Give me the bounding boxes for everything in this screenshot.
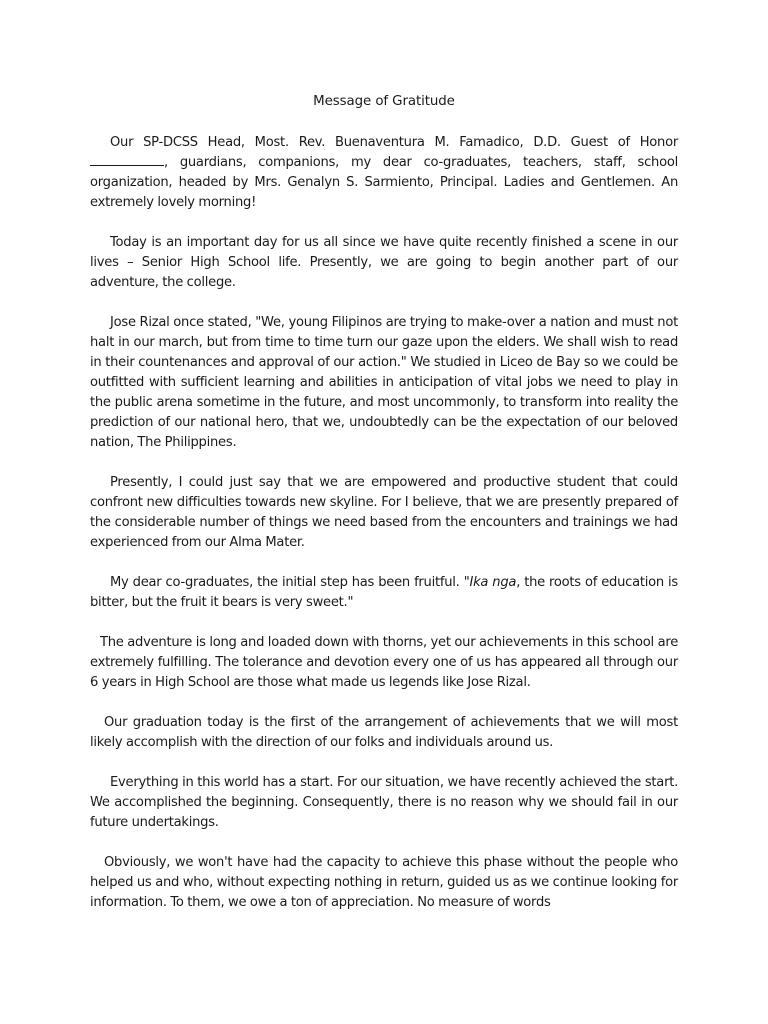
document-body <box>90 133 678 933</box>
document-title: Message of Gratitude <box>313 94 455 109</box>
paragraph-greeting <box>90 133 678 213</box>
greeting-text-start: Our SP-DCSS Head, Most. Rev. Buenaventura M. Famadico, D.D. Guest of Honor <box>110 135 678 150</box>
paragraph-graduation: Our graduation today is the first of the arrangement of achievements that we will most likely accomplish with the direction of our folks and individuals around us. <box>90 715 678 750</box>
paragraph-everything-start: Everything in this world has a start. For our situation, we have recently achieved the start. We accomplished the beginning. Consequently, there is no reason why we should fail in our future undertakings. <box>90 775 678 830</box>
ika-nga-italic: Ika nga <box>469 575 517 590</box>
initial-step-text-start: My dear co-graduates, the initial step has been fruitful. " <box>110 575 470 590</box>
paragraph-jose-rizal: Jose Rizal once stated, "We, young Filipinos are trying to make-over a nation and must not halt in our march, but from time to time turn our gaze upon the elders. We shall wish to read in their countenances and approval of our action." We studied in Liceo de Bay so we could be outfitted with sufficient learning and abilities in anticipation of vital jobs we need to play in the public arena sometime in the future, and most uncommonly, to transform into reality the prediction of our national hero, that we, undoubtedly can be the expectation of our beloved nation, The Philippines. <box>90 315 678 450</box>
guest-name-blank <box>90 153 164 166</box>
paragraph-adventure: The adventure is long and loaded down with thorns, yet our achievements in this school are extremely fulfilling. The tolerance and devotion every one of us has appeared all through our 6 years in High School are those what made us legends like Jose Rizal. <box>90 635 678 690</box>
paragraph-important-day: Today is an important day for us all since we have quite recently finished a scene in our lives – Senior High School life. Presently, we are going to begin another part of our adventure, the college. <box>90 235 678 290</box>
paragraph-initial-step <box>90 573 678 613</box>
greeting-text-end: , guardians, companions, my dear co-graduates, teachers, staff, school organization, headed by Mrs. Genalyn S. Sarmiento, Principal. Ladies and Gentlemen. An extremely lovely morning! <box>90 155 678 210</box>
initial-step-text-end: , the roots of education is bitter, but the fruit it bears is very sweet." <box>90 575 678 610</box>
paragraph-obviously: Obviously, we won't have had the capacity to achieve this phase without the people who helped us and who, without expecting nothing in return, guided us as we continue looking for information. To them, we owe a ton of appreciation. No measure of words <box>90 855 678 910</box>
paragraph-empowered: Presently, I could just say that we are empowered and productive student that could confront new difficulties towards new skyline. For I believe, that we are presently prepared of the considerable number of things we need based from the encounters and trainings we had experienced from our Alma Mater. <box>90 475 678 550</box>
